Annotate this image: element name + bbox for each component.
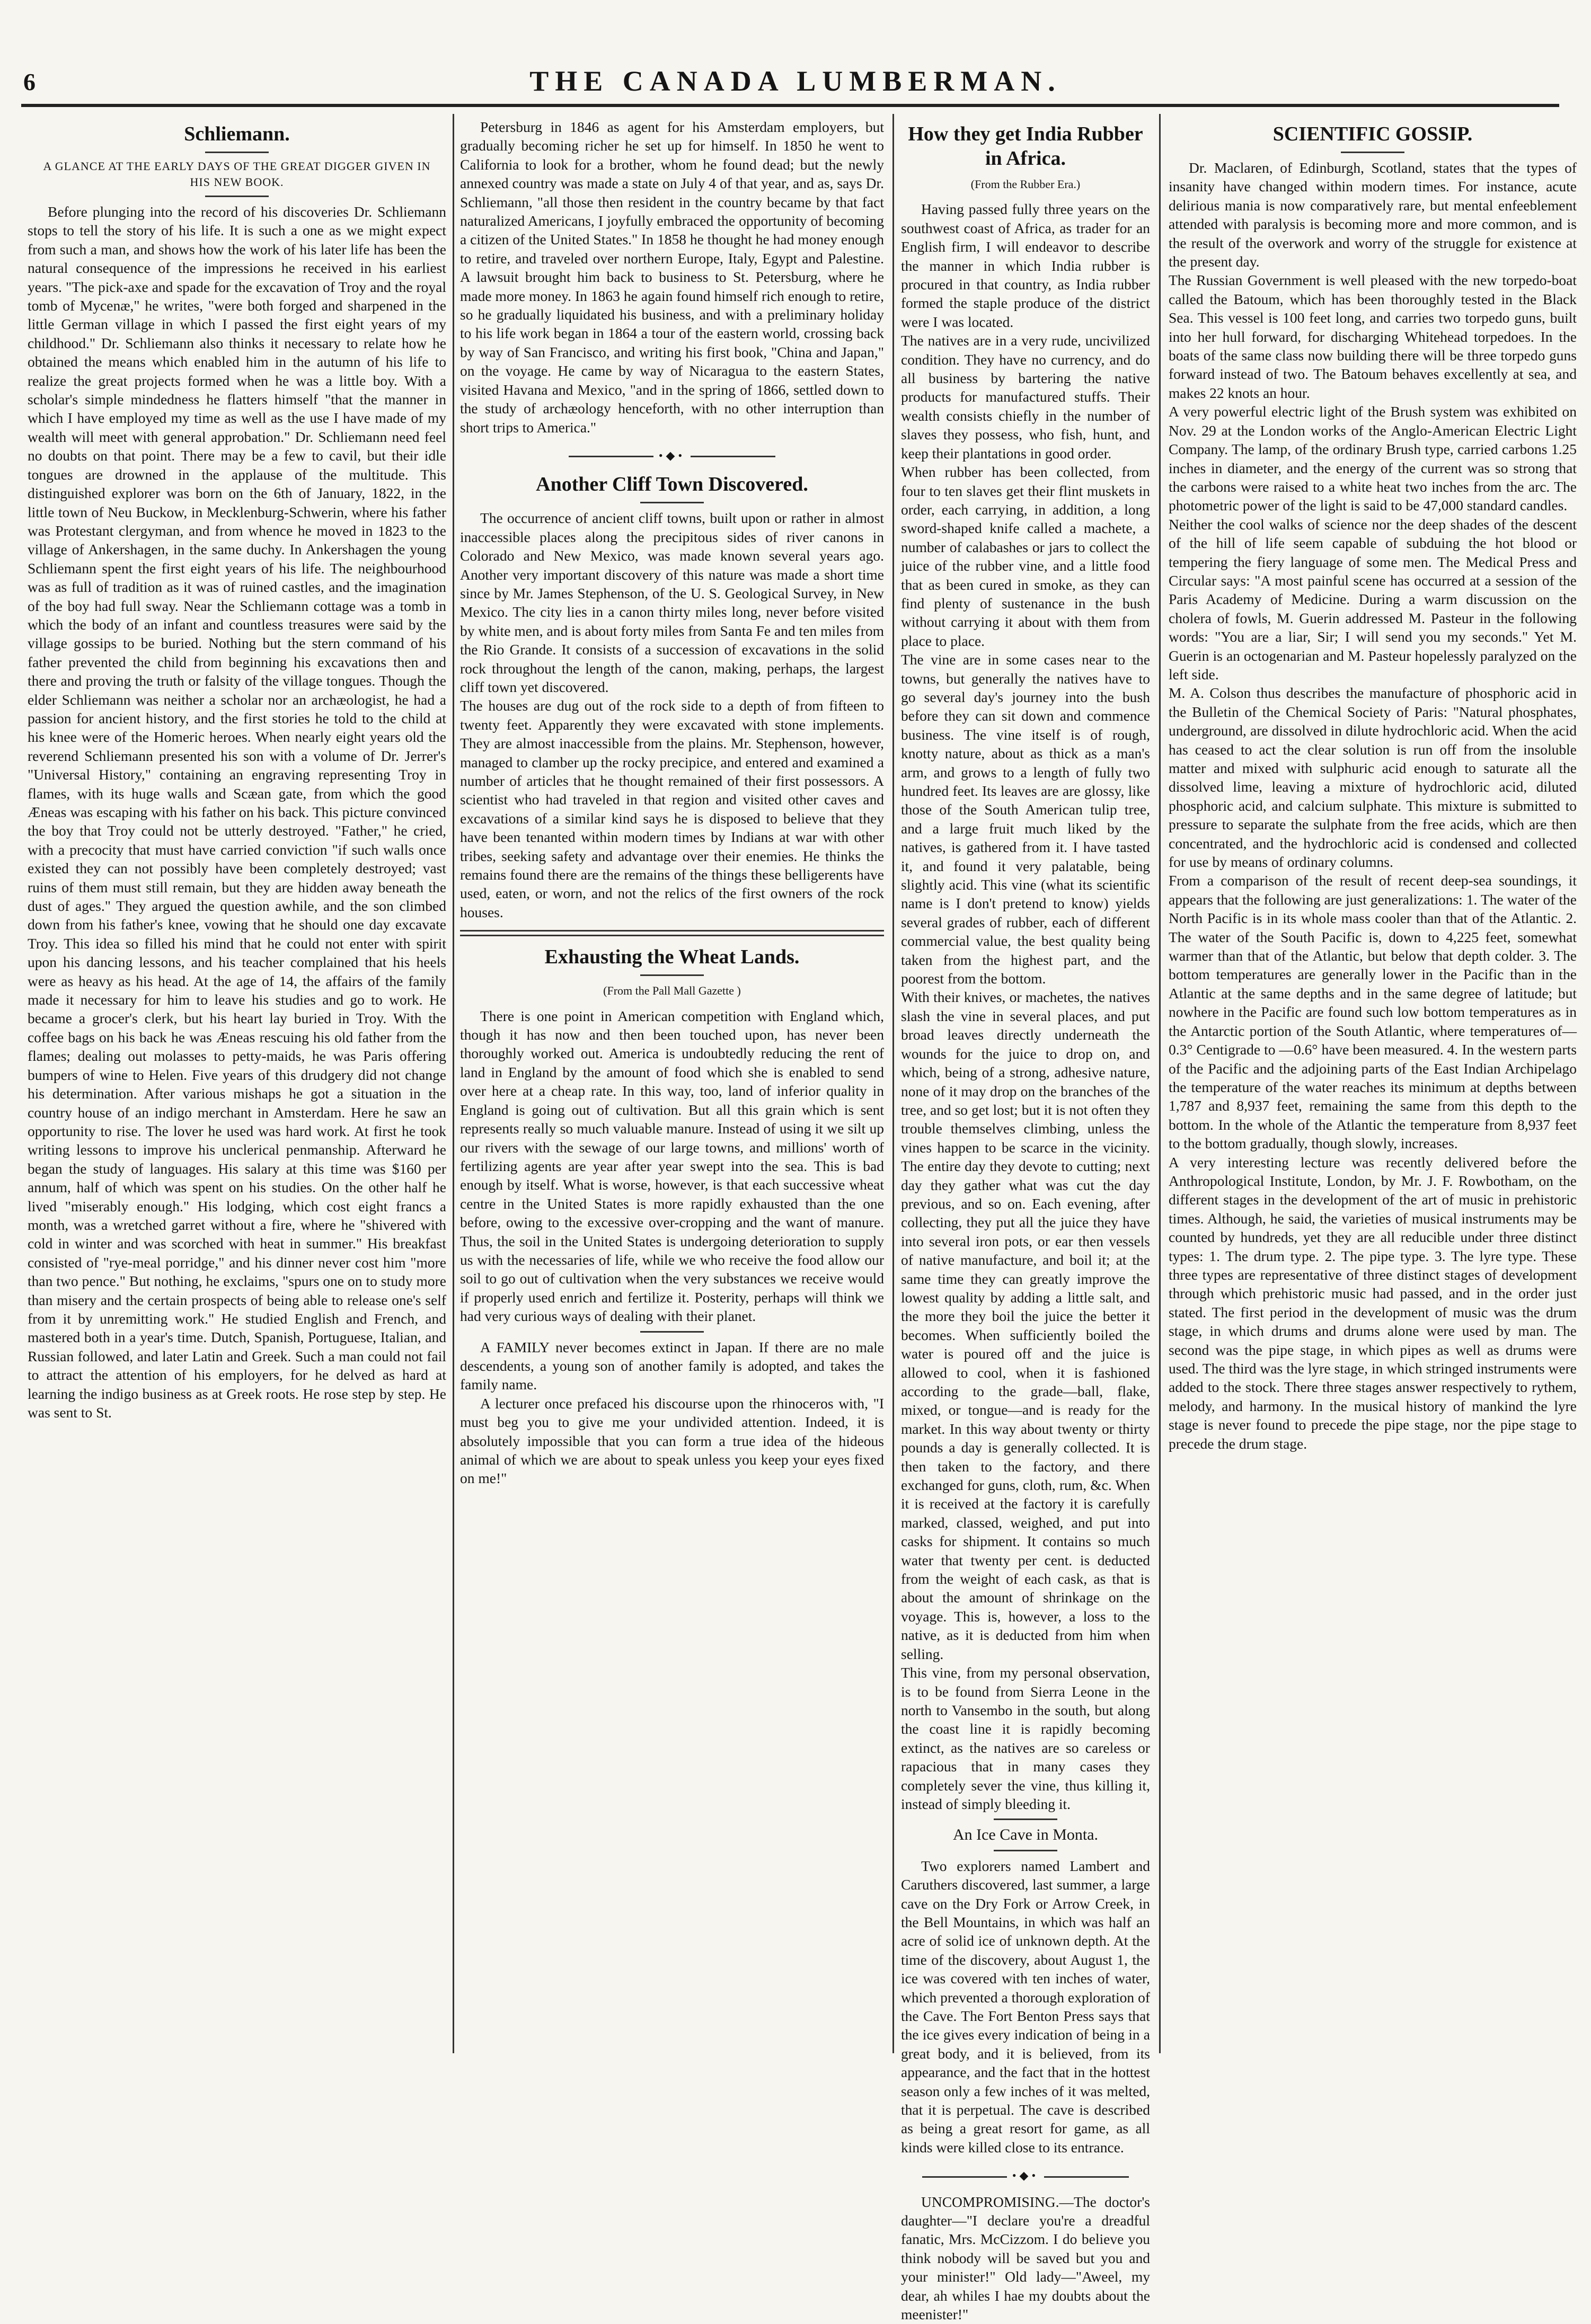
deck-rule: [205, 196, 269, 197]
title-rule: [205, 152, 269, 153]
section-rule: [460, 930, 884, 936]
article-body-wheat-lands: There is one point in American competition with England which, though it has now and then been touched upon, has never been thoroughly worked out. America is undoubtedly reducing the rent of land in England by the amount of food which she is enabled to send over here at a cheap rate. In this way, too, land of inferior quality in England is going out of cultivation. But all this grain which is sent represents really so much valuable manure. Instead of using it we silt up our rivers with the sewage of our large towns, and millions' worth of fertilizing agents are year after year swept into the sea. This is bad enough by itself. What is worse, however, is that each successive wheat centre in the United States is more rapidly exhausted than the one before, owing to the excessive over-cropping and the want of manure. Thus, the soil in the United States is undergoing deterioration to supply us with the necessaries of life, while we who receive the food allow our soil to go out of cultivation when the very substances we receive would if properly used enrich and fertilize it. Posterity, perhaps will think we had very curious ways of dealing with their planet.: [460, 1007, 884, 1325]
article-body-schliemann-continued: Petersburg in 1846 as agent for his Amsterdam employers, but gradually becoming richer he set up for himself. In 1850 he went to California to look for a brother, whom he found dead; but the newly annexed country was made a state on July 4 of that year, and as, says Dr. Schliemann, "all those then resident in the country became by that fact naturalized Americans, I joyfully embraced the opportunity of becoming a citizen of the United States." In 1858 he thought he had money enough to retire, and traveled over northern Europe, Italy, Egypt and Palestine. A lawsuit brought him back to business to St. Petersburg, where he made more money. In 1863 he again found himself rich enough to retire, so he gradually liquidated his business, and with a preliminary holiday to his life work began in 1864 a tour of the eastern world, crossing back by way of San Francisco, and writing his first book, "China and Japan," on the voyage. He came by way of Nicaragua to the eastern States, visited Havana and Mexico, "and in the spring of 1866, settled down to the study of archæology henceforth, with no other interruption than short trips to America.": [460, 119, 884, 436]
column-rule-2: [892, 114, 894, 2053]
article-title-scientific-gossip: SCIENTIFIC GOSSIP.: [1272, 123, 1473, 145]
page-number: 6: [23, 68, 36, 95]
column-1: [28, 118, 446, 2046]
section-ornament: •◆•: [460, 446, 884, 465]
article-body-india-rubber: Having passed fully three years on the southwest coast of Africa, as trader for an English firm, I will endeavor to describe the manner in which India rubber is procured in that country, as India rubber formed the staple produce of the district were I was located. The natives are in a very rude, uncivilized condition. They have no currency, and do all business by bartering the native products for manufactured stuffs. Their wealth consists chiefly in the number of slaves they possess, who fish, hunt, and keep their plantations in good order. When rubber has been collected, from four to ten slaves get their flint muskets in order, each carrying, in addition, a long sword-shaped knife called a machete, a number of calabashes or jars to collect the juice of the rubber vine, and a little food that as been cured in smoke, as they can find plenty of sustenance in the bush without carrying it about with them from place to place. The vine are in some cases near to the towns, but generally the natives have to go several day's journey into the bush before they can sit down and commence business. The vine itself is of rough, knotty nature, about as thick as a man's arm, and grows to a length of fully two hundred feet. Its leaves are are glossy, like those of the South American tulip tree, and a large fruit much liked by the natives, is gathered from it. I have tasted it, and found it very palatable, being slightly acid. This vine (what its scientific name is I don't pretend to know) yields several grades of rubber, each of different commercial value, the best quality being taken from the highest part, and the poorest from the bottom. With their knives, or machetes, the natives slash the vine in several places, and put broad leaves directly underneath the wounds for the juice to drop on, and which, being of a strong, adhesive nature, none of it may drop on the branches of the tree, and so get lost; but it is not often they trouble themselves climbing, unless the vines happen to be scarce in the vicinity. The entire day they devote to cutting; next day they gather what was cut the day previous, and so on. Each evening, after collecting, they put all the juice they have into several iron pots, or ear then vessels of native manufacture, and boil it; at the same time they can greatly improve the lowest quality by adding a little salt, and the more they boil the juice the better it becomes. When sufficiently boiled the water is poured off and the juice is allowed to cool, when it is fashioned according to the grade—ball, flake, mixed, or tongue—and is ready for the market. In this way about twenty or thirty pounds a day is generally collected. It is then taken to the factory, and there exchanged for guns, cloth, rum, &c. When it is received at the factory it is carefully marked, classed, weighed, and put into casks for shipment. It contains so much water that twenty per cent. is deducted from the weight of each cask, as that is about the amount of shrinkage on the voyage. This is, however, a loss to the native, as it is deducted from him when selling. This vine, from my personal observation, is to be found from Sierra Leone in the north to Vansembo in the south, but along the coast line it is rapidly becoming extinct, as the natives are so careless or rapacious that in many cases they completely sever the vine, thus killing it, instead of simply bleeding it.: [901, 201, 1150, 1812]
section-ornament: •◆•: [901, 2166, 1150, 2185]
title-rule: [640, 502, 704, 503]
article-body-ice-cave: Two explorers named Lambert and Caruthers discovered, last summer, a large cave on the Dry Fork or Arrow Creek, in the Bell Mountains, in which was half an acre of solid ice of unknown depth. At the time of the discovery, about August 1, the ice was covered with ten inches of water, which prevented a thorough exploration of the Cave. The Fort Benton Press says that the ice gives every indication of being in a great body, and it is believed, from its appearance, and the fact that in the hottest season only a few inches of it was melted, that it is perpetual. The cave is described as being a great resort for game, as all kinds were killed close to its entrance.: [901, 1857, 1150, 2156]
article-title-wheat-lands: Exhausting the Wheat Lands.: [544, 946, 800, 969]
column-4: [1169, 118, 1577, 2046]
note-rule: [640, 1331, 704, 1333]
article-body-schliemann: Before plunging into the record of his discoveries Dr. Schliemann stops to tell the story of his life. It is such a one as we might expect from such a man, and shows how the work of his later life has been the natural consequence of the impressions he received in his earliest years. "The pick-axe and spade for the excavation of Troy and the royal tomb of Mycenæ," he writes, "were both forged and sharpened in the little German village in which I passed the first eight years of my childhood." Dr. Schliemann also thinks it necessary to relate how he obtained the means which enabled him in the autumn of his life to realize the great projects formed when he was a little boy. With a scholar's simple mindedness he flatters himself "that the manner in which I have employed my time as well as the use I have made of my wealth will meet with general approbation." Dr. Schliemann need feel no doubts on that point. There may be a few to cavil, but their idle tongues are drowned in the applause of the multitude. This distinguished explorer was born on the 6th of January, 1822, in the little town of Neu Buckow, in Mecklenburg-Schwerin, where his father was Protestant clergyman, and from whence he moved in 1823 to the village of Ankershagen, in the same duchy. In Ankershagen the young Schliemann spent the first eight years of his life. The neighbourhood was as full of tradition as it was of ruined castles, and the imagination of the boy had full sway. Near the Schliemann cottage was a tomb in which the body of an infant and countless treasures were said by the village gossips to be buried. Nothing but the stern command of his father prevented the child from beginning his excavations then and there and proving the truth or falsity of the village tongues. Though the elder Schliemann was neither a scholar nor an archæologist, he had a passion for ancient history, and the first stories he told to the child at his knee were of the Homeric heroes. When nearly eight years old the reverend Schliemann presented his son with a volume of Dr. Jerrer's "Universal History," containing an engraving representing Troy in flames, with its huge walls and Scæan gate, from which the good Æneas was escaping with his father on his back. This picture convinced the boy that Troy could not be utterly destroyed. "Father," he cried, with a precocity that must have carried conviction "if such walls once existed they can not possibly have been completely destroyed; vast ruins of them must still remain, but they are hidden away beneath the dust of ages." They argued the question awhile, and the son climbed down from his father's knee, vowing that he should one day excavate Troy. This idea so filled his mind that he could not enter with spirit upon his dancing lessons, and his teacher complained that his heels were as heavy as his head. At the age of 14, the affairs of the family made it necessary for him to leave his studies and go to work. He became a grocer's clerk, but his heart lay buried in Troy. With the coffee bags on his back he was Æneas rescuing his old father from the flames; dealing out molasses to petty-maids, he was Paris offering bumpers of wine to Helen. Five years of this drudgery did not change his determination. After various mishaps he got a situation in the country house of an indigo merchant in Amsterdam. Here he saw an opportunity to rise. The lover he used was hard work. At first he took writing lessons to improve his unclerical penmanship. Afterward he began the study of languages. His salary at this time was $160 per annum, half of which was spent on his studies. On the other half he lived "miserably enough." His lodging, which cost eight francs a month, was a wretched garret without a fire, where he "shivered with cold in winter and was scorched with heat in summer." His breakfast consisted of "rye-meal porridge," and his dinner never cost him "more than two pence." But nothing, he exclaims, "spurs one on to study more than misery and the certain prospects of being able to release one's self from it by unremitting work." He studied English and French, and mastered both in a year's time. Dutch, Spanish, Portuguese, Italian, and Russian followed, and later Latin and Greek. Such a man could not fail to attract the attention of his employers, for he delved as hard at learning the indigo business as at Greek roots. He rose step by step. He was sent to St.: [28, 203, 446, 1421]
section-rule: [994, 1819, 1057, 1820]
title-rule: [994, 1850, 1057, 1851]
article-body-scientific-gossip: Dr. Maclaren, of Edinburgh, Scotland, states that the types of insanity have changed within modern times. For instance, acute delirious mania is now comparatively rare, but mental enfeeblement attended with paralysis is becoming more and more common, and is the result of the overwork and worry of the struggle for existence at the present day. The Russian Government is well pleased with the new torpedo-boat called the Batoum, which has been thoroughly tested in the Black Sea. This vessel is 100 feet long, and carries two torpedo guns, built into her hull forward, for discharging Whitehead torpedoes. In the boats of the same class now building there will be three torpedo guns forward instead of two. The Batoum behaves excellently at sea, and makes 22 knots an hour. A very powerful electric light of the Brush system was exhibited on Nov. 29 at the London works of the Anglo-American Electric Light Company. The lamp, of the ordinary Brush type, carried carbons 1.25 inches in diameter, and the energy of the current was so strong that the carbons were raised to a white heat two inches from the arc. The photometric power of the light is said to be 47,000 standard candles. Neither the cool walks of science nor the deep shades of the descent of the hill of life seem capable of subduing the hot blood or tempering the fiery language of some men. The Medical Press and Circular says: "A most painful scene has occurred at a session of the Paris Academy of Medicine. During a warm discussion on the cholera of fowls, M. Guerin addressed M. Pasteur in the following words: "You are a liar, Sir; I will send you my seconds." Yet M. Guerin is an octogenarian and M. Pasteur hopelessly paralyzed on the left side. M. A. Colson thus describes the manufacture of phosphoric acid in the Bulletin of the Chemical Society of Paris: "Natural phosphates, underground, are dissolved in dilute hydrochloric acid. When the acid has ceased to act the clear solution is run off from the insoluble matter and mixed with sulphuric acid enough to saturate all the dissolved lime, leaving a mixture of hydrochloric acid, diluted phosphoric acid, and calcium sulphate. This mixture is submitted to pressure to separate the sulphate from the free acids, which are then concentrated, and the hydrochloric acid is condensed and collected for use by means of ordinary columns. From a comparison of the result of recent deep-sea soundings, it appears that the following are just generalizations: 1. The water of the North Pacific is in its whole mass cooler than that of the Atlantic. 2. The water of the South Pacific is, down to 4,225 feet, somewhat warmer than that of the Atlantic, but below that depth colder. 3. The bottom temperatures are generally lower in the Pacific than in the Atlantic at the same depths and in the same degree of latitude; but nowhere in the Pacific are found such low bottom temperatures as in the Antarctic portion of the South Atlantic, where temperatures of—0.3° Centigrade to —0.6° have been measured. 4. In the western parts of the Pacific and the adjoining parts of the East Indian Archipelago the temperature of the water reaches its minimum at depths between 1,787 and 8,937 feet, remaining the same from this depth to the bottom. In the whole of the Atlantic the temperature from 8,937 feet to the bottom gradually, though slowly, increases. A very interesting lecture was recently delivered before the Anthropological Institute, London, by Mr. J. F. Rowbotham, on the different stages in the development of the art of music in prehistoric times. Although, he said, the varieties of musical instruments may be counted by hundreds, yet they are all reducible under three distinct types: 1. The drum type. 2. The pipe type. 3. The lyre type. These three types are representative of three distinct stages of development through which prehistoric music had passed, and in the order just stated. The first period in the development of music was the drum stage, in which drums and drums alone were used by man. The second was the pipe stage, in which pipes as well as drums were used. The third was the lyre stage, in which stringed instruments were added to the stock. There three stages answer respectively to rythem, melody, and harmony. In the musical history of mankind the lyre stage is never found to precede the pipe stage, nor the pipe stage to precede the drum stage.: [1169, 159, 1577, 1452]
column-rule-1: [453, 114, 454, 2053]
note-lecturer: A lecturer once prefaced his discourse upon the rhinoceros with, "I must beg you to give me your undivided attention. Indeed, it is absolutely impossible that you can form a true idea of the hideous animal of which we are about to speak unless you keep your eyes fixed on me!": [460, 1395, 884, 1487]
top-rule: [21, 104, 1559, 107]
article-source: (From the Pall Mall Gazette ): [603, 984, 741, 998]
column-3: [901, 118, 1150, 2323]
article-source: (From the Rubber Era.): [970, 178, 1081, 191]
masthead: THE CANADA LUMBERMAN.: [529, 65, 1062, 97]
article-body-cliff-town: The occurrence of ancient cliff towns, built upon or rather in almost inaccessible places along the precipitous sides of river canons in Colorado and New Mexico, was made known several years ago. Another very important discovery of this nature was made a short time since by Mr. James Stephenson, of the U. S. Geological Survey, in New Mexico. The city lies in a canon thirty miles long, never before visited by white men, and is about forty miles from Santa Fe and ten miles from the Rio Grande. It consists of a succession of excavations in the solid rock throughout the length of the canon, making, perhaps, the largest cliff town yet discovered. The houses are dug out of the rock side to a depth of from fifteen to twenty feet. Apparently they were excavated with stone implements. They are almost inaccessible from the plains. Mr. Stephenson, however, managed to clamber up the rocky precipice, and entered and examined a number of articles that he thought remained of their first possessors. A scientist who had traveled in that region and visited other caves and excavations of a similar kind says he is disposed to believe that they have been tenanted within modern times by Indians at war with other tribes, seeking safety and advantage over their enemies. He thinks the remains found there are the remains of the things these belligerents have used, eaten, or worn, and not the relics of the first owners of the rock houses.: [460, 510, 884, 920]
title-rule: [1341, 152, 1404, 153]
article-title-ice-cave: An Ice Cave in Monta.: [952, 1826, 1099, 1844]
note-family: A FAMILY never becomes extinct in Japan. If there are no male descendents, a young son of another family is adopted, and takes the family name.: [460, 1338, 884, 1393]
joke-uncompromising: UNCOMPROMISING.—The doctor's daughter—"I declare you're a dreadful fanatic, Mrs. McCizzom. I do believe you think nobody will be saved but you and your minister!" Old lady—"Aweel, my dear, ah whiles I hae my doubts about the meenister!": [901, 2193, 1150, 2323]
article-title-schliemann: Schliemann.: [184, 123, 290, 145]
column-2: [460, 118, 884, 2046]
article-title-india-rubber: How they get India Rubber in Africa.: [908, 123, 1143, 170]
title-rule: [640, 974, 704, 976]
article-title-cliff-town: Another Cliff Town Discovered.: [536, 473, 808, 496]
column-rule-3: [1159, 114, 1161, 2053]
article-deck: A GLANCE AT THE EARLY DAYS OF THE GREAT DIGGER GIVEN IN HIS NEW BOOK.: [43, 159, 431, 189]
